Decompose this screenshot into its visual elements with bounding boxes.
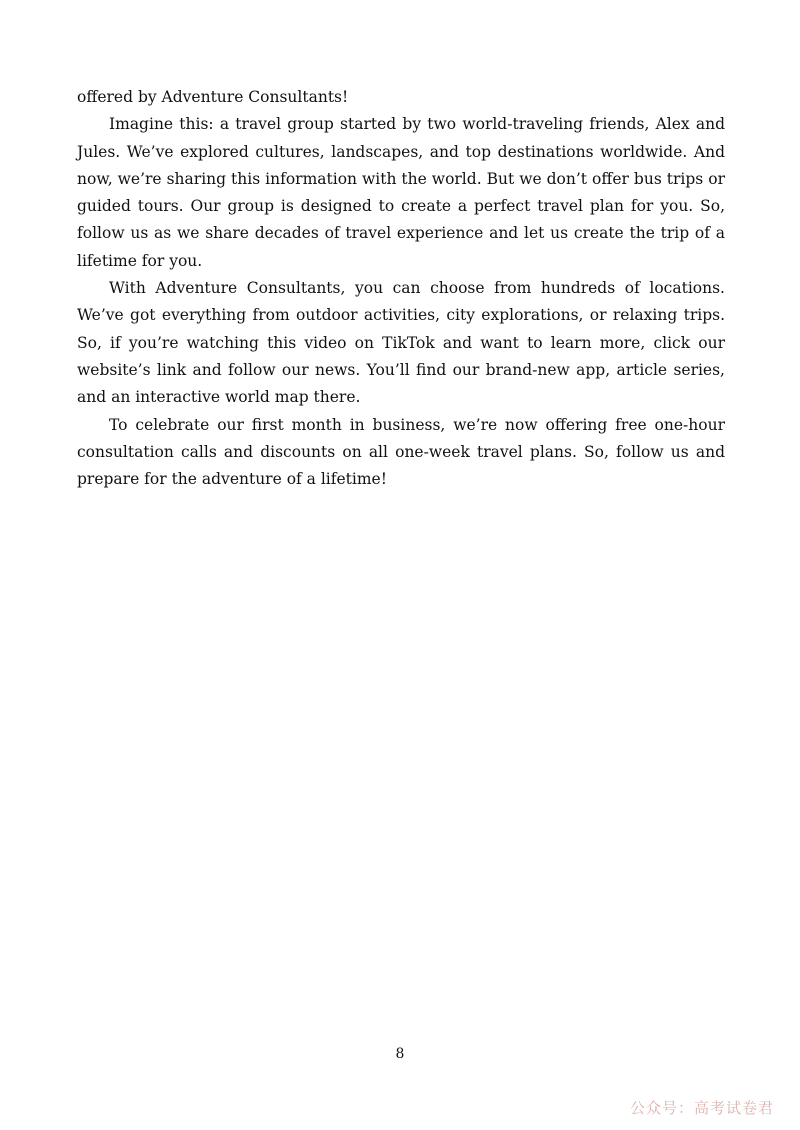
paragraph-imagine: Imagine this: a travel group started by two world-traveling friends, Alex and Jules. We’ve explored cultures, landscapes, and top destinations worldwide. And now, we’re sharing this information with the world. But we don’t offer bus trips or guided tours. Our group is designed to create a perfect travel plan for you. So, follow us as we share decades of travel experience and let us create the trip of a lifetime for you. xyxy=(77,115,725,270)
page-number: 8 xyxy=(395,1046,405,1062)
document-body xyxy=(77,84,725,493)
paragraph-continuation: offered by Adventure Consultants! xyxy=(77,88,349,106)
paragraph-celebrate: To celebrate our first month in business, we’re now offering free one-hour consultation calls and discounts on all one-week travel plans. So, follow us and prepare for the adventure of a lifetime! xyxy=(77,415,725,489)
watermark: 公众号：高考试卷君 xyxy=(629,1099,774,1117)
paragraph-locations: With Adventure Consultants, you can choose from hundreds of locations. We’ve got everything from outdoor activities, city explorations, or relaxing trips. So, if you’re watching this video on TikTok and want to learn more, click our website’s link and follow our news. You’ll find our brand-new app, article series, and an interactive world map there. xyxy=(77,279,725,407)
